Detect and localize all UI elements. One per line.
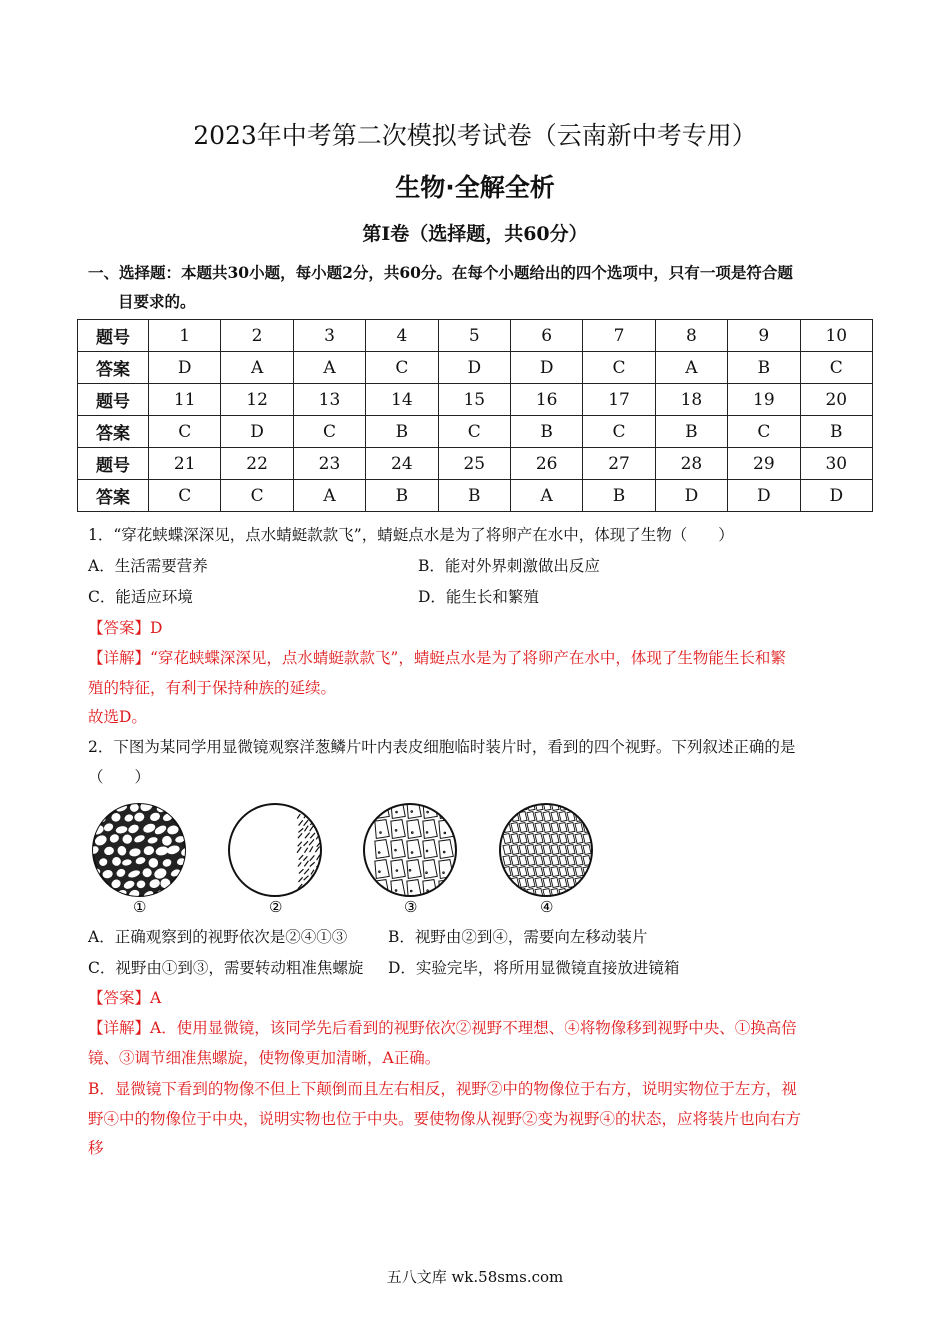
answer-table-cell: B	[366, 416, 438, 448]
answer-table-row-label: 答案	[78, 480, 149, 512]
answer-table-cell: D	[149, 352, 221, 384]
answer-table-cell: C	[583, 416, 655, 448]
answer-table-cell: D	[655, 480, 727, 512]
answer-table-cell: 12	[221, 384, 293, 416]
answer-table-cell: 2	[221, 320, 293, 352]
answer-table-cell: C	[149, 416, 221, 448]
q2-explanation-a-line2: 镜、③调节细准焦螺旋，使物像更加清晰，A正确。	[88, 1048, 441, 1067]
answer-table-cell: D	[510, 352, 582, 384]
answer-table-cell: 11	[149, 384, 221, 416]
answer-table-cell: 24	[366, 448, 438, 480]
answer-table-row-label: 题号	[78, 448, 149, 480]
answer-table-cell: 14	[366, 384, 438, 416]
answer-table-cell: B	[366, 480, 438, 512]
answer-table-row	[78, 320, 873, 352]
q1-explanation	[88, 644, 863, 703]
q1-explanation-line1: 【详解】“穿花蛱蝶深深见，点水蜻蜓款款飞”，蜻蜓点水是为了将卵产在水中，体现了生物能生长和繁	[88, 649, 786, 667]
q2-explanation-b-line3: 移	[88, 1139, 104, 1157]
answer-table-cell: 30	[800, 448, 872, 480]
q1-conclusion: 故选D。	[88, 708, 147, 726]
answer-table-cell: D	[800, 480, 872, 512]
answer-table-row	[78, 416, 873, 448]
view-label-1: ①	[133, 898, 147, 916]
answer-table-cell: 10	[800, 320, 872, 352]
q2-answer: 【答案】A	[88, 989, 162, 1007]
answer-table-cell: D	[221, 416, 293, 448]
answer-table-cell: C	[366, 352, 438, 384]
answer-table-cell: C	[149, 480, 221, 512]
answer-table-cell: B	[510, 416, 582, 448]
q2-option-a: A．正确观察到的视野依次是②④①③	[88, 928, 348, 946]
answer-table-cell: B	[583, 480, 655, 512]
q2-option-c: C．视野由①到③，需要转动粗准焦螺旋	[88, 959, 364, 977]
q2-stem-line1: 2．下图为某同学用显微镜观察洋葱鳞片叶内表皮细胞临时装片时，看到的四个视野。下列叙述正确的是	[88, 738, 796, 756]
answer-table-cell: C	[438, 416, 510, 448]
document-subtitle: 生物·全解全析	[395, 173, 555, 202]
microscope-view-4-figure	[496, 800, 596, 920]
view-label-3: ③	[404, 898, 418, 916]
answer-table-cell: 4	[366, 320, 438, 352]
microscope-views-figure	[92, 800, 512, 920]
answer-table-cell: A	[293, 352, 365, 384]
answer-table-cell: 15	[438, 384, 510, 416]
view-3	[364, 800, 471, 916]
answer-table-cell: C	[800, 352, 872, 384]
answer-table	[77, 319, 873, 512]
section-heading: 第Ⅰ卷（选择题，共60分）	[362, 223, 588, 245]
q2-explanation-b-line2: 野④中的物像位于中央，说明实物也位于中央。要使物像从视野②变为视野④的状态，应将装片也向右方	[88, 1109, 802, 1128]
answer-table-cell: 28	[655, 448, 727, 480]
answer-table-cell: 16	[510, 384, 582, 416]
q1-option-a: A．生活需要营养	[88, 557, 208, 575]
answer-table-cell: A	[221, 352, 293, 384]
q2-option-b: B．视野由②到④，需要向左移动装片	[388, 928, 648, 946]
view-label-2: ②	[269, 898, 283, 916]
answer-table-cell: B	[438, 480, 510, 512]
answer-table-cell: 1	[149, 320, 221, 352]
answer-table-row-label: 答案	[78, 352, 149, 384]
answer-table-cell: B	[655, 416, 727, 448]
answer-table-cell: 25	[438, 448, 510, 480]
answer-table-row-label: 题号	[78, 320, 149, 352]
answer-table-cell: A	[293, 480, 365, 512]
instructions-line1: 一、选择题：本题共30小题，每小题2分，共60分。在每个小题给出的四个选项中，只有一项是符合题	[88, 263, 793, 282]
instructions-line2: 目要求的。	[118, 292, 196, 311]
answer-table-cell: 19	[728, 384, 800, 416]
answer-table-row-label: 题号	[78, 384, 149, 416]
view-2	[229, 804, 327, 916]
q1-option-d: D．能生长和繁殖	[418, 588, 539, 606]
answer-table-row	[78, 448, 873, 480]
answer-table-cell: C	[728, 416, 800, 448]
answer-table-cell: B	[728, 352, 800, 384]
q2-stem-line2: （ ）	[88, 767, 151, 786]
answer-table-cell: 21	[149, 448, 221, 480]
q2-explanation-b-line1: B．显微镜下看到的物像不但上下颠倒而且左右相反，视野②中的物像位于右方，说明实物位于左方，视	[88, 1080, 797, 1098]
q2-explanation-a-line1: 【详解】A．使用显微镜，该同学先后看到的视野依次②视野不理想、④将物像移到视野中央、①换高倍	[88, 1019, 797, 1037]
answer-table-cell: 18	[655, 384, 727, 416]
q1-option-b: B．能对外界刺激做出反应	[418, 557, 600, 575]
answer-table-cell: A	[655, 352, 727, 384]
answer-table-row	[78, 352, 873, 384]
q2-explanation-b	[88, 1075, 863, 1164]
answer-table-row	[78, 384, 873, 416]
answer-table-cell: 20	[800, 384, 872, 416]
answer-table-cell: 29	[728, 448, 800, 480]
answer-table-cell: C	[293, 416, 365, 448]
answer-table-cell: D	[728, 480, 800, 512]
q1-stem: 1．“穿花蛱蝶深深见，点水蜻蜓款款飞”，蜻蜓点水是为了将卵产在水中，体现了生物（ ）	[88, 526, 734, 544]
answer-table-cell: 8	[655, 320, 727, 352]
q2-option-d: D．实验完毕，将所用显微镜直接放进镜箱	[388, 959, 680, 977]
answer-table-cell: 23	[293, 448, 365, 480]
answer-table-cell: 27	[583, 448, 655, 480]
view-4	[500, 800, 596, 916]
answer-table-cell: D	[438, 352, 510, 384]
answer-table-cell: B	[800, 416, 872, 448]
answer-table-row-label: 答案	[78, 416, 149, 448]
q1-answer: 【答案】D	[88, 619, 163, 637]
answer-table-cell: 7	[583, 320, 655, 352]
view-label-4: ④	[540, 898, 554, 916]
answer-table-cell: 6	[510, 320, 582, 352]
instructions	[88, 258, 878, 316]
view-1	[92, 800, 194, 916]
q2-stem	[88, 733, 863, 792]
q2-explanation-a	[88, 1014, 863, 1073]
answer-table-cell: 5	[438, 320, 510, 352]
answer-table-cell: C	[583, 352, 655, 384]
q1-explanation-line2: 殖的特征，有利于保持种族的延续。	[88, 678, 337, 697]
answer-table-cell: 13	[293, 384, 365, 416]
document-title: 2023年中考第二次模拟考试卷（云南新中考专用）	[193, 121, 757, 150]
q1-option-c: C．能适应环境	[88, 588, 193, 606]
footer-watermark: 五八文库 wk.58sms.com	[386, 1268, 564, 1286]
answer-table-cell: 22	[221, 448, 293, 480]
answer-table-row	[78, 480, 873, 512]
answer-table-cell: A	[510, 480, 582, 512]
answer-table-cell: 9	[728, 320, 800, 352]
answer-table-cell: C	[221, 480, 293, 512]
answer-table-cell: 17	[583, 384, 655, 416]
answer-table-cell: 3	[293, 320, 365, 352]
answer-table-cell: 26	[510, 448, 582, 480]
